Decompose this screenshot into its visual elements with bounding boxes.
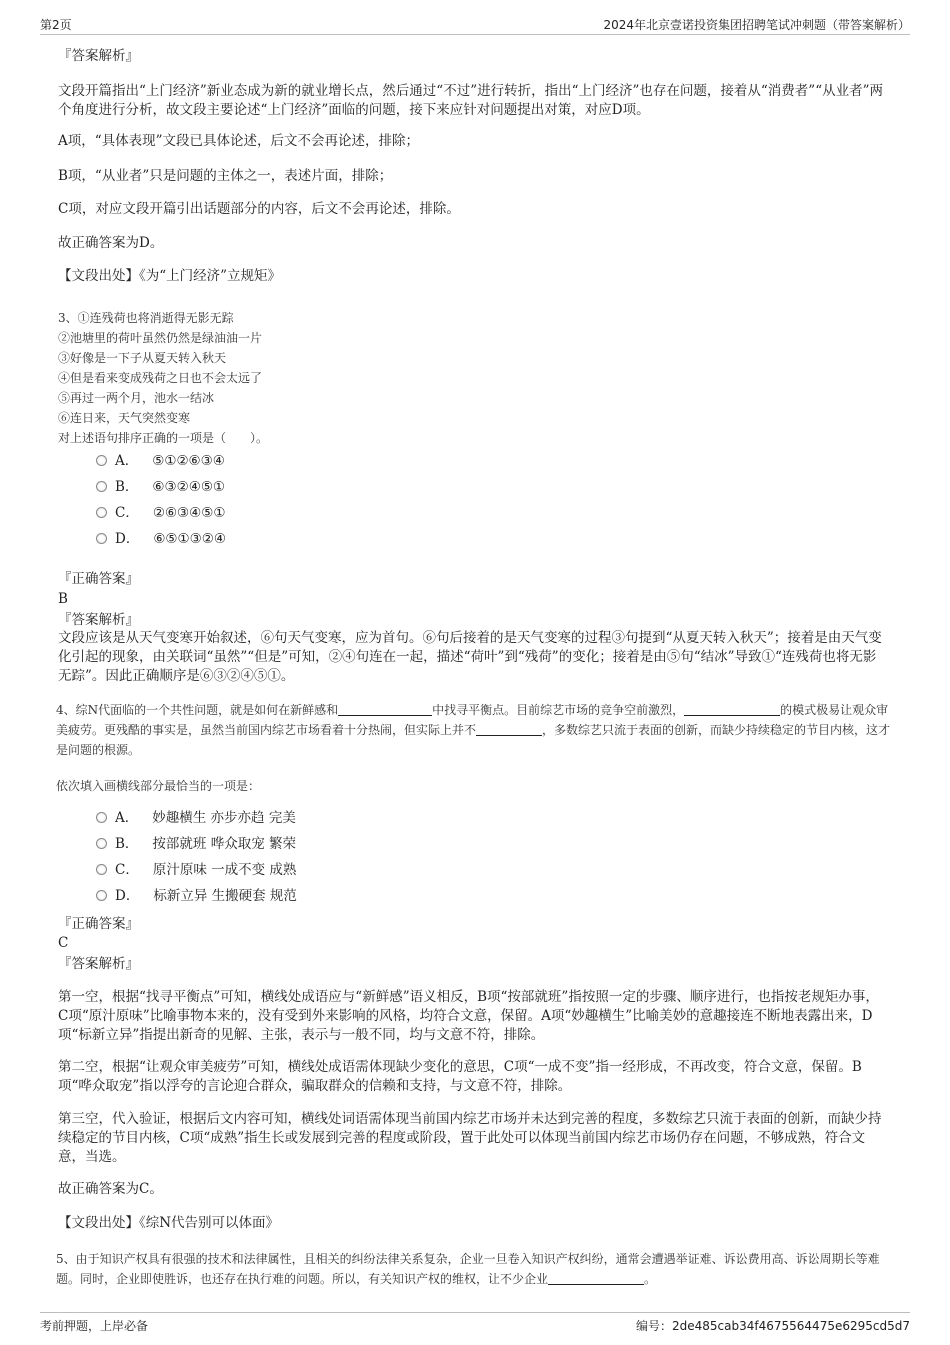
q3-line: ⑤再过一两个月，池水一结冰: [58, 391, 215, 405]
q2-option-c-note: C项，对应文段开篇引出话题部分的内容，后文不会再论述，排除。: [58, 201, 460, 217]
q4-analysis-para-3: 第三空，代入验证，根据后文内容可知，横线处词语需体现当前国内综艺市场并未达到完善的程度，多数综艺只流于表面的创新，而缺少持续稳定的节目内核，C项“成熟”指生长或发展到完善的程度或阶段，置于此处可以体现当前国内综艺市场仍存在问题，不够成熟，符合文意，当选。: [58, 1111, 882, 1165]
q3-line: ⑥连日来，天气突然变寒: [58, 411, 191, 425]
q4-analysis-label: 『答案解析』: [58, 956, 139, 972]
q3-option-a[interactable]: A． ⑤①②⑥③④: [96, 451, 225, 471]
radio-button-icon[interactable]: [96, 533, 107, 544]
radio-button-icon[interactable]: [96, 481, 107, 492]
q3-answer: B: [58, 591, 68, 607]
page-header: [40, 14, 910, 35]
q3-option-c[interactable]: C． ②⑥③④⑤①: [96, 503, 225, 523]
q2-conclusion: 故正确答案为D。: [58, 235, 164, 251]
q2-analysis-text: 文段开篇指出“上门经济”新业态成为新的就业增长点，然后通过“不过”进行转折，指出“上门经济”也存在问题，接着从“消费者”“从业者”两个角度进行分析，故文段主要论述“上门经济”面临的问题，接下来应针对问题提出对策，对应D项。: [58, 83, 884, 118]
q4-option-a[interactable]: A． 妙趣横生 亦步亦趋 完美: [96, 808, 296, 828]
q3-analysis-text: 文段应该是从天气变寒开始叙述，⑥句天气变寒，应为首句。⑥句后接着的是天气变寒的过程③句提到“从夏天转入秋天”；接着是由天气变化引起的现象，由关联词“虽然”“但是”可知，②④句连在一起，描述“荷叶”到“残荷”的变化；接着是由⑤句“结冰”导致①“连残荷也将无影无踪”。因此正确顺序是⑥③②④⑤①。: [58, 630, 882, 684]
footer-slogan: 考前押题，上岸必备: [40, 1319, 149, 1333]
fill-blank[interactable]: [548, 1272, 644, 1285]
radio-button-icon[interactable]: [96, 812, 107, 823]
q3-stem: [58, 308, 888, 448]
q3-line: 对上述语句排序正确的一项是（ ）。: [58, 431, 269, 445]
radio-button-icon[interactable]: [96, 455, 107, 466]
q4-conclusion: 故正确答案为C。: [58, 1181, 163, 1197]
page-footer: [40, 1312, 910, 1335]
q4-analysis-para-2: 第二空，根据“让观众审美疲劳”可知，横线处成语需体现缺少变化的意思，C项“一成不变”指一经形成，不再改变，符合文意，保留。B项“哗众取宠”指以浮夸的言论迎合群众，骗取群众的信赖和支持，与文意不符，排除。: [58, 1059, 862, 1094]
q4-prompt: 依次填入画横线部分最恰当的一项是：: [56, 779, 261, 793]
q5-stem: 5、由于知识产权具有很强的技术和法律属性，且相关的纠纷法律关系复杂，企业一旦卷入知识产权纠纷，通常会遭遇举证难、诉讼费用高、诉讼周期长等难题。同时，企业即使胜诉，也还存在执行难的问题。所以，有关知识产权的维权，让不少企业 。: [56, 1252, 880, 1286]
q3-line: ②池塘里的荷叶虽然仍然是绿油油一片: [58, 331, 263, 345]
q2-analysis-label: 『答案解析』: [58, 48, 139, 64]
q3-answer-label: 『正确答案』: [58, 571, 139, 587]
fill-blank-1[interactable]: [338, 703, 432, 716]
footer-code: 编号：2de485cab34f4675564475e6295cd5d7: [636, 1319, 910, 1333]
fill-blank-3[interactable]: [476, 723, 542, 736]
q3-option-d[interactable]: D． ⑥⑤①③②④: [96, 529, 226, 549]
q4-answer: C: [58, 935, 69, 951]
q3-line: ④但是看来变成残荷之日也不会太远了: [58, 371, 263, 385]
document-title: 2024年北京壹诺投资集团招聘笔试冲刺题（带答案解析）: [603, 18, 910, 32]
q3-option-b[interactable]: B． ⑥③②④⑤①: [96, 477, 225, 497]
q4-stem: 4、综N代面临的一个共性问题，就是如何在新鲜感和 中找寻平衡点。目前综艺市场的竞争空前激烈， 的模式极易让观众审美疲劳。更残酷的事实是，虽然当前国内综艺市场看着十分热闹，但实际上并不 ，多数综艺只流于表面的创新，而缺少持续稳定的节目内核，这才是问题的根源。: [56, 703, 891, 757]
q3-line: 3、①连残荷也将消逝得无影无踪: [58, 311, 234, 325]
q2-source: 【文段出处】《为“上门经济”立规矩》: [58, 268, 282, 284]
q4-option-c[interactable]: C． 原汁原味 一成不变 成熟: [96, 860, 296, 880]
q3-line: ③好像是一下子从夏天转入秋天: [58, 351, 227, 365]
radio-button-icon[interactable]: [96, 507, 107, 518]
q4-option-b[interactable]: B． 按部就班 哗众取宠 繁荣: [96, 834, 296, 854]
q2-option-b-note: B项，“从业者”只是问题的主体之一，表述片面，排除；: [58, 168, 393, 184]
q2-option-a-note: A项，“具体表现”文段已具体论述，后文不会再论述，排除；: [58, 133, 420, 149]
radio-button-icon[interactable]: [96, 864, 107, 875]
fill-blank-2[interactable]: [684, 703, 780, 716]
q3-analysis-label: 『答案解析』: [58, 612, 139, 628]
q4-source: 【文段出处】《综N代告别可以体面》: [58, 1215, 280, 1231]
radio-button-icon[interactable]: [96, 890, 107, 901]
page-number: 第2页: [40, 18, 72, 32]
q4-answer-label: 『正确答案』: [58, 916, 139, 932]
q4-analysis-para-1: 第一空，根据“找寻平衡点”可知，横线处成语应与“新鲜感”语义相反，B项“按部就班”指按照一定的步骤、顺序进行，也指按老规矩办事，C项“原汁原味”比喻事物本来的，没有受到外来影响的风格，均符合文意，保留。A项“妙趣横生”比喻美妙的意趣接连不断地表露出来，D项“标新立异”指提出新奇的见解、主张，表示与一般不同，均与文意不符，排除。: [58, 989, 879, 1043]
radio-button-icon[interactable]: [96, 838, 107, 849]
q4-option-d[interactable]: D． 标新立异 生搬硬套 规范: [96, 886, 297, 906]
